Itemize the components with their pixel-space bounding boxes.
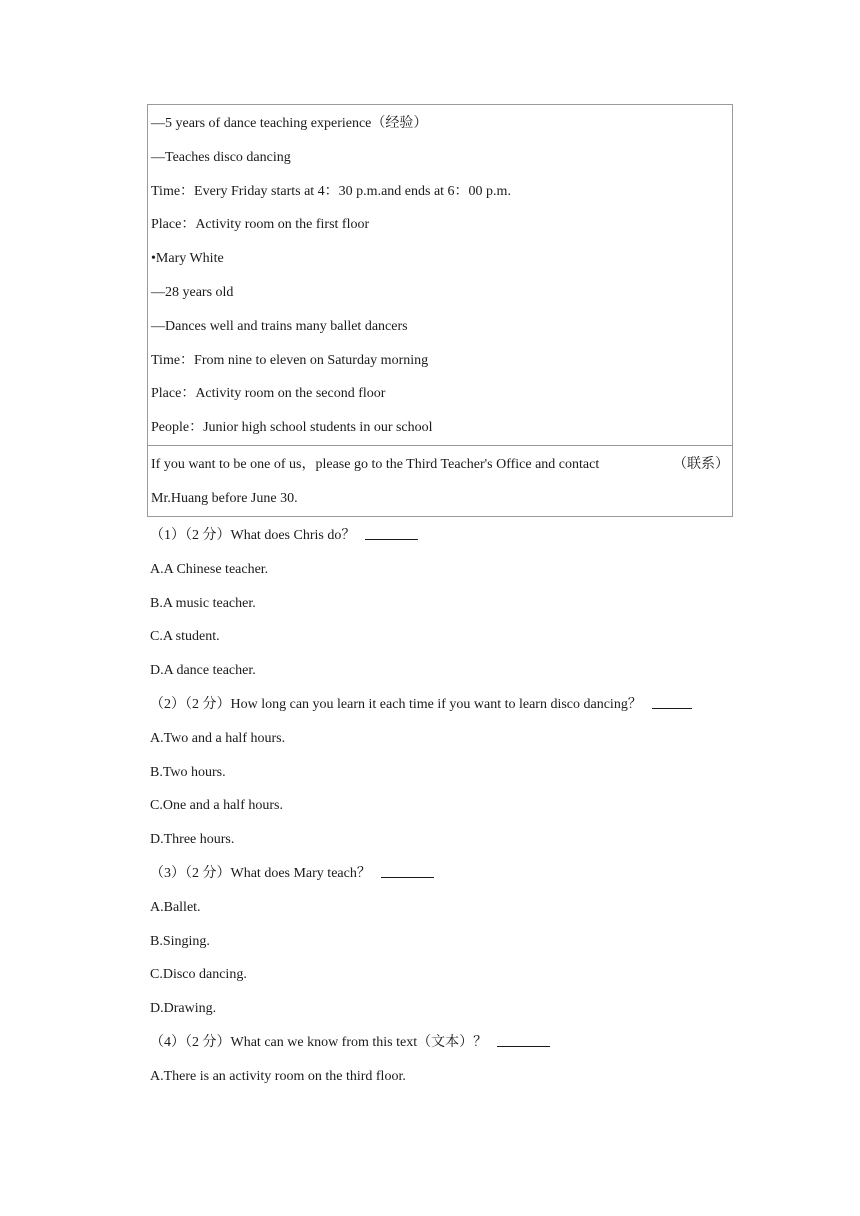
note-text: If you want to be one of us，please go to the Third Teacher's Office and contact: [151, 456, 600, 472]
table-line: —5 years of dance teaching experience（经验）: [151, 116, 428, 131]
answer-blank[interactable]: [652, 694, 692, 709]
table-line: Place：Activity room on the second floor: [151, 386, 386, 402]
answer-blank[interactable]: [365, 525, 418, 540]
table-line: —28 years old: [151, 284, 234, 300]
question-list: [150, 519, 740, 1094]
info-table: [147, 104, 733, 517]
question-option: A.Two and a half hours.: [150, 730, 286, 746]
question-prompt: （1）（2 分）What does Chris do？: [150, 519, 740, 553]
table-line: •Mary White: [151, 251, 224, 267]
note-line: Mr.Huang before June 30.: [151, 490, 298, 506]
answer-blank[interactable]: [381, 863, 434, 878]
table-line: Place：Activity room on the first floor: [151, 217, 370, 233]
question-option: D.Three hours.: [150, 832, 235, 848]
question-option: A.There is an activity room on the third floor.: [150, 1068, 406, 1084]
question-option: B.A music teacher.: [150, 595, 256, 611]
table-line: —Dances well and trains many ballet dancers: [151, 318, 408, 334]
question-prompt: （4）（2 分）What can we know from this text（文本）？: [150, 1026, 740, 1060]
answer-blank[interactable]: [497, 1032, 550, 1047]
table-line: —Teaches disco dancing: [151, 149, 291, 165]
question-option: D.Drawing.: [150, 1001, 217, 1017]
question-option: D.A dance teacher.: [150, 663, 256, 679]
question-option: B.Two hours.: [150, 764, 226, 780]
table-note-cell: [148, 445, 732, 516]
question-option: C.One and a half hours.: [150, 798, 283, 814]
question-option: A.A Chinese teacher.: [150, 561, 269, 577]
question-option: A.Ballet.: [150, 899, 201, 915]
question-prompt: （3）（2 分）What does Mary teach？: [150, 857, 740, 891]
question-prompt: （2）（2 分）How long can you learn it each time if you want to learn disco dancing？: [150, 688, 740, 722]
table-line: Time：Every Friday starts at 4：30 p.m.and ends at 6：00 p.m.: [151, 183, 511, 199]
question-option: B.Singing.: [150, 933, 210, 949]
table-line: Time：From nine to eleven on Saturday morning: [151, 352, 429, 368]
table-main-cell: [148, 105, 732, 445]
table-line: People：Junior high school students in our school: [151, 420, 433, 436]
question-option: C.Disco dancing.: [150, 967, 247, 983]
question-option: C.A student.: [150, 629, 220, 645]
note-gloss: （联系）: [673, 456, 729, 472]
note-line: [151, 448, 729, 482]
